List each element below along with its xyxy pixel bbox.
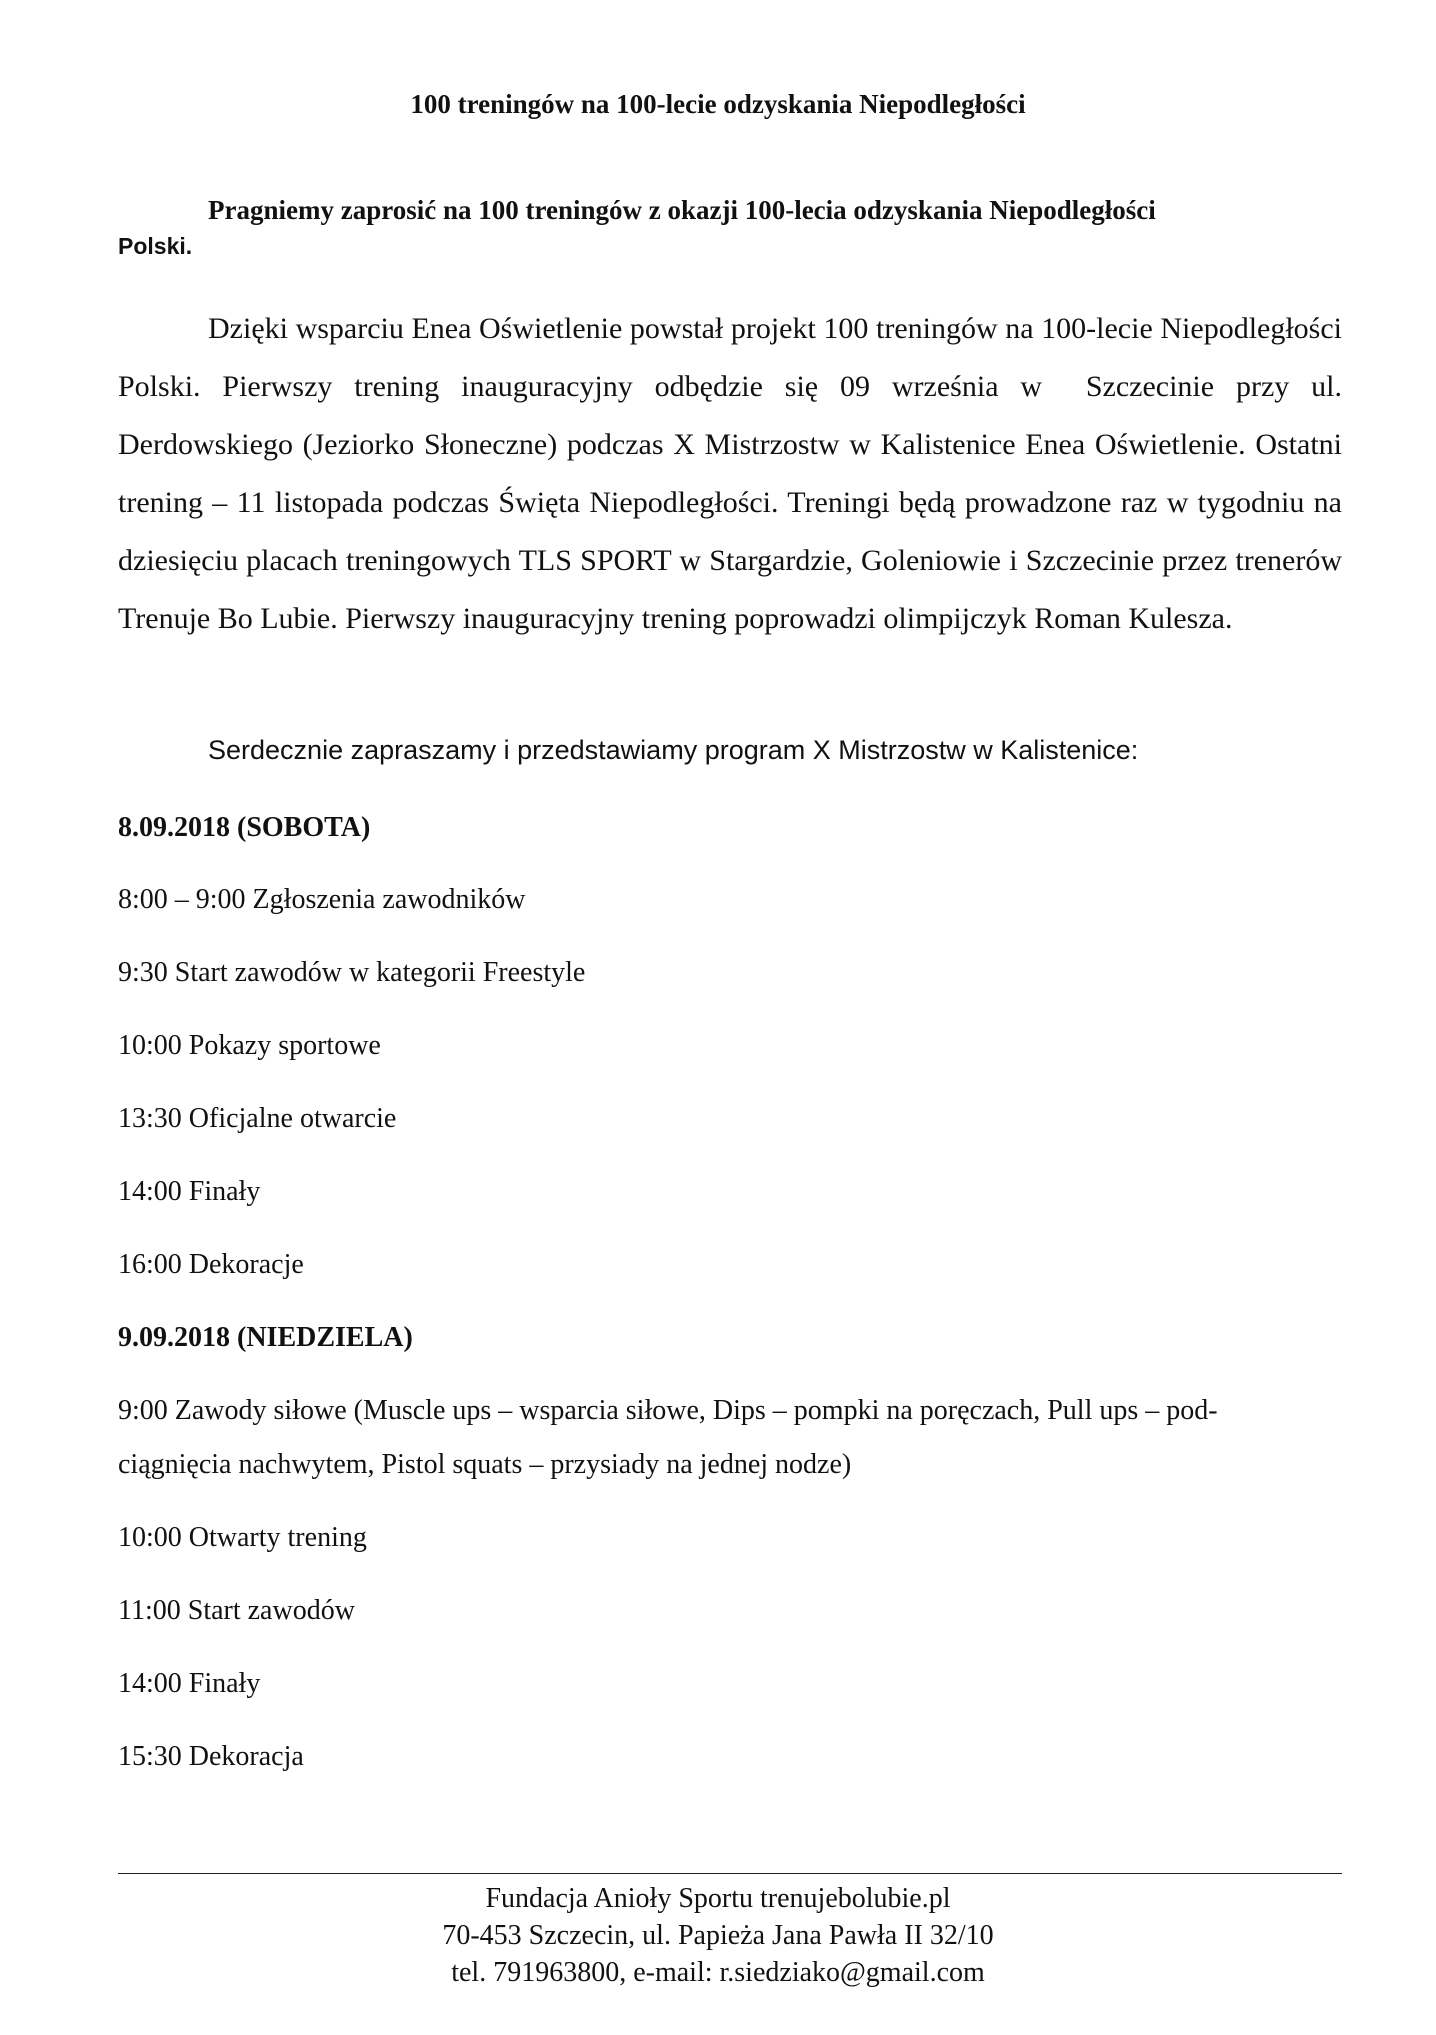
footer-divider	[118, 1873, 1342, 1874]
lead-line-1: Pragniemy zaprosić na 100 treningów z okazji 100-lecia odzyskania Niepodległości	[208, 195, 1156, 225]
schedule-item-line-1: 9:00 Zawody siłowe (Muscle ups – wsparcia siłowe, Dips – pompki na poręczach, Pull ups – pod-	[118, 1395, 1218, 1426]
schedule-item: 9:30 Start zawodów w kategorii Freestyle	[118, 957, 586, 988]
schedule-item: 15:30 Dekoracja	[118, 1741, 304, 1772]
day1-heading: 8.09.2018 (SOBOTA)	[118, 812, 371, 843]
schedule-item: 14:00 Finały	[118, 1176, 261, 1207]
body-paragraph: Dzięki wsparciu Enea Oświetlenie powstał projekt 100 treningów na 100-lecie Niepodległości Polski. Pierwszy trening inauguracyjny odbędzie się 09 września w Szczecinie przy ul. Derdowskiego (Jeziorko Słoneczne) podczas X Mistrzostw w Kalistenice Enea Oświetlenie. Ostatni trening – 11 listopada podczas Święta Niepodległości. Treningi będą prowadzone raz w tygodniu na dziesięciu placach treningowych TLS SPORT w Stargardzie, Goleniowie i Szczecinie przez trenerów Trenuje Bo Lubie. Pierwszy inauguracyjny trening poprowadzi olimpijczyk Roman Kulesza.	[118, 312, 1342, 635]
footer-contact: tel. 791963800, e-mail: r.siedziako@gmail.com	[451, 1957, 985, 1988]
footer-address: 70-453 Szczecin, ul. Papieża Jana Pawła II 32/10	[442, 1920, 994, 1951]
footer-organization: Fundacja Anioły Sportu trenujebolubie.pl	[485, 1883, 951, 1914]
schedule-item: 10:00 Pokazy sportowe	[118, 1030, 381, 1061]
lead-line-2: Polski.	[118, 233, 193, 259]
schedule-item-line-2: ciągnięcia nachwytem, Pistol squats – przysiady na jednej nodze)	[118, 1449, 852, 1480]
schedule-item: 14:00 Finały	[118, 1668, 261, 1699]
lead-paragraph	[118, 192, 1338, 264]
day2-heading: 9.09.2018 (NIEDZIELA)	[118, 1322, 413, 1353]
schedule-item: 11:00 Start zawodów	[118, 1595, 355, 1626]
schedule-item: 13:30 Oficjalne otwarcie	[118, 1103, 397, 1134]
schedule-item: 8:00 – 9:00 Zgłoszenia zawodników	[118, 884, 526, 915]
document-title: 100 treningów na 100-lecie odzyskania Niepodległości	[410, 89, 1026, 119]
footer	[0, 1880, 1436, 1991]
schedule-item: 16:00 Dekoracje	[118, 1249, 304, 1280]
invite-line: Serdecznie zapraszamy i przedstawiamy program X Mistrzostw w Kalistenice:	[208, 735, 1139, 765]
schedule-item: 10:00 Otwarty trening	[118, 1522, 367, 1553]
